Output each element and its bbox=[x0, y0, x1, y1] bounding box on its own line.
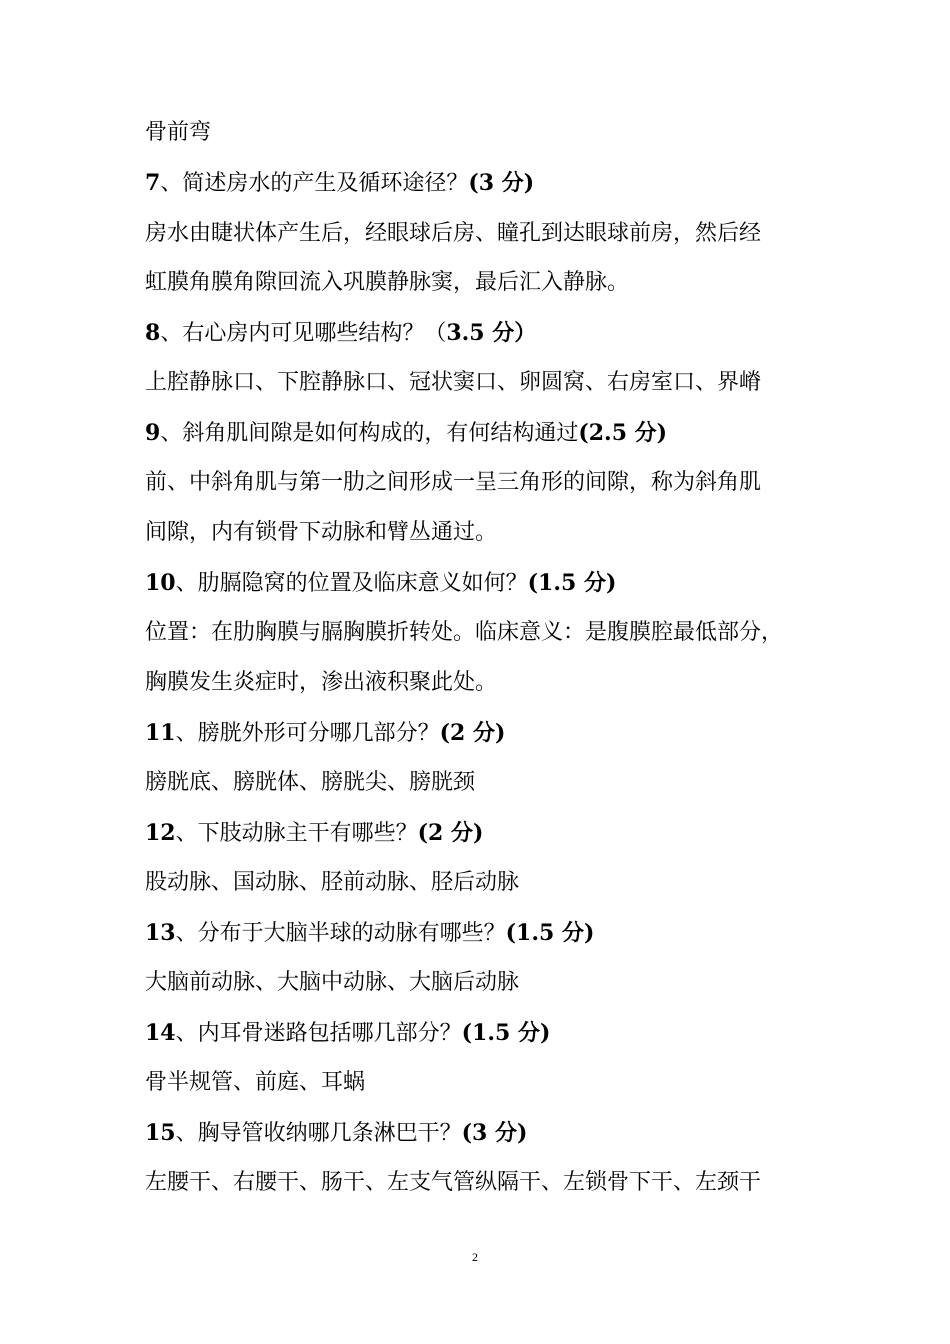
question-number: 10 bbox=[145, 570, 176, 596]
question-text: 、内耳骨迷路包括哪几部分？ bbox=[175, 1021, 462, 1046]
question-text: 、右心房内可见哪些结构？（ bbox=[160, 321, 447, 346]
question-number: 12 bbox=[145, 820, 176, 846]
question-score: (3 分) bbox=[461, 1120, 528, 1146]
page-number: 2 bbox=[472, 1250, 478, 1264]
answer-11-line-1: 膀胱底、膀胱体、膀胱尖、膀胱颈 bbox=[145, 770, 476, 795]
question-text: 、肋膈隐窝的位置及临床意义如何？ bbox=[175, 571, 528, 596]
answer-12-line-1: 股动脉、国动脉、胫前动脉、胫后动脉 bbox=[145, 870, 520, 895]
question-text: 、分布于大脑半球的动脉有哪些？ bbox=[175, 921, 506, 946]
question-8 bbox=[145, 318, 825, 349]
answer-7-line-2: 虹膜角膜角隙回流入巩膜静脉窦，最后汇入静脉。 bbox=[145, 270, 630, 295]
question-number: 13 bbox=[145, 920, 176, 946]
question-12 bbox=[145, 818, 825, 849]
question-10 bbox=[145, 568, 825, 599]
answer-10-line-2: 胸膜发生炎症时，渗出液积聚此处。 bbox=[145, 670, 498, 695]
answer-13-line-1: 大脑前动脉、大脑中动脉、大脑后动脉 bbox=[145, 970, 520, 995]
answer-15-line-1: 左腰干、右腰干、肠干、左支气管纵隔干、左锁骨下干、左颈干 bbox=[145, 1170, 762, 1195]
question-score: (2.5 分) bbox=[578, 420, 668, 446]
answer-10-line-1: 位置：在肋胸膜与膈胸膜折转处。临床意义：是腹膜腔最低部分， bbox=[145, 620, 784, 645]
question-number: 11 bbox=[145, 720, 176, 746]
question-text: 、膀胱外形可分哪几部分？ bbox=[175, 721, 440, 746]
answer-8-line-1: 上腔静脉口、下腔静脉口、冠状窦口、卵圆窝、右房室口、界嵴 bbox=[145, 370, 762, 395]
question-13 bbox=[145, 918, 825, 949]
question-score: 3.5 分） bbox=[446, 320, 537, 346]
question-number: 7 bbox=[145, 170, 161, 196]
question-15 bbox=[145, 1118, 825, 1149]
question-score: (2 分) bbox=[417, 820, 484, 846]
answer-9-line-2: 间隙，内有锁骨下动脉和臂丛通过。 bbox=[145, 520, 498, 545]
answer-14-line-1: 骨半规管、前庭、耳蜗 bbox=[145, 1070, 366, 1095]
question-number: 8 bbox=[145, 320, 161, 346]
question-11 bbox=[145, 718, 825, 749]
question-9 bbox=[145, 418, 825, 449]
continuation-text: 骨前弯 bbox=[145, 120, 212, 145]
question-number: 15 bbox=[145, 1120, 176, 1146]
question-number: 9 bbox=[145, 420, 161, 446]
question-score: (1.5 分) bbox=[505, 920, 595, 946]
question-7 bbox=[145, 168, 825, 199]
answer-9-line-1: 前、中斜角肌与第一肋之间形成一呈三角形的间隙，称为斜角肌 bbox=[145, 470, 762, 495]
question-score: (1.5 分) bbox=[527, 570, 617, 596]
question-text: 、简述房水的产生及循环途径？ bbox=[160, 171, 469, 196]
answer-7-line-1: 房水由睫状体产生后，经眼球后房、瞳孔到达眼球前房，然后经 bbox=[145, 221, 762, 246]
question-score: (1.5 分) bbox=[461, 1020, 551, 1046]
question-score: (2 分) bbox=[439, 720, 506, 746]
question-14 bbox=[145, 1018, 825, 1049]
question-number: 14 bbox=[145, 1020, 176, 1046]
question-text: 、下肢动脉主干有哪些？ bbox=[175, 821, 418, 846]
question-text: 、斜角肌间隙是如何构成的，有何结构通过 bbox=[160, 421, 579, 446]
question-score: (3 分) bbox=[468, 170, 535, 196]
question-text: 、胸导管收纳哪几条淋巴干？ bbox=[175, 1121, 462, 1146]
